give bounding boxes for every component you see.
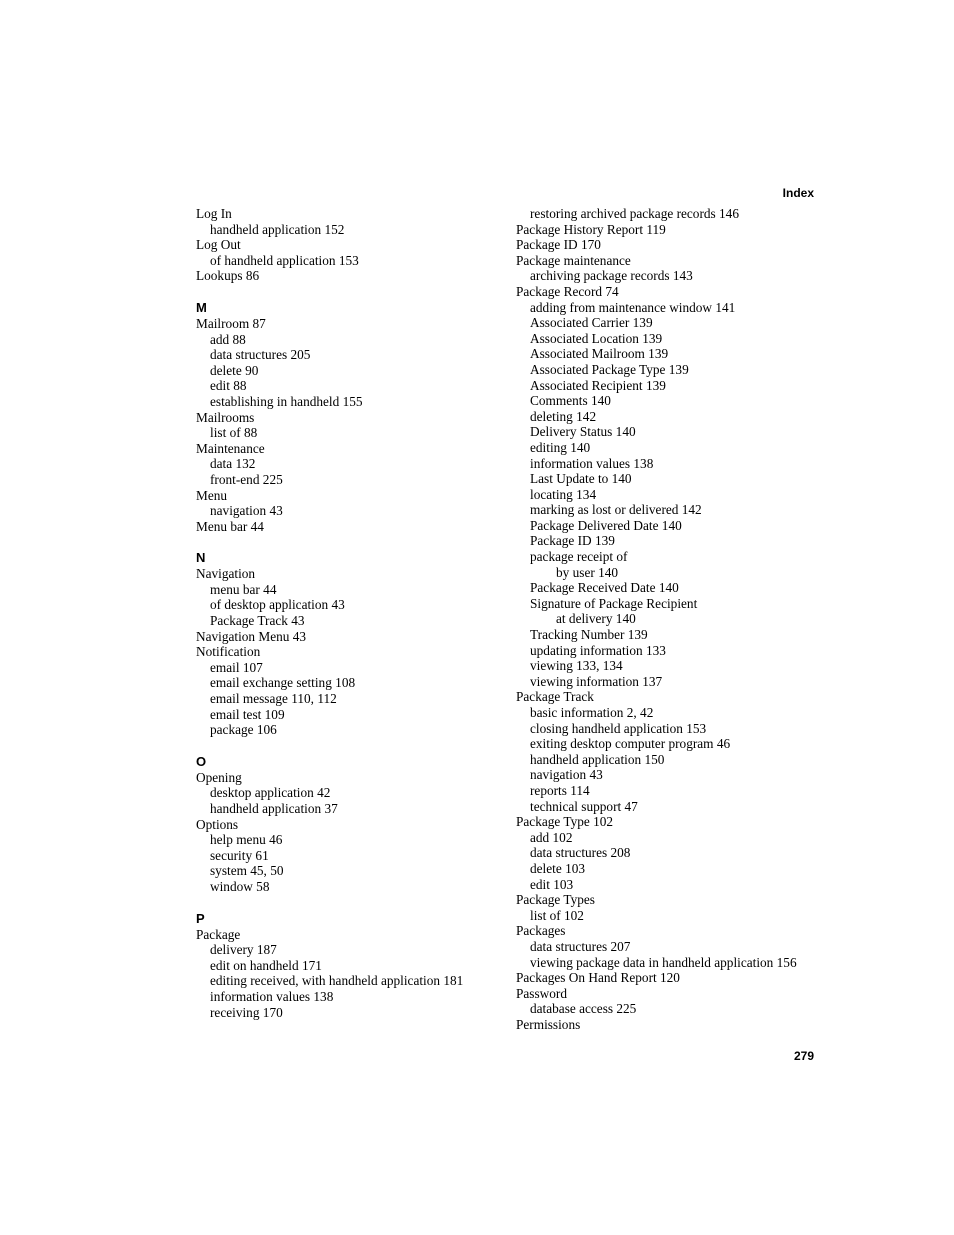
index-subentry: data structures 205	[210, 347, 311, 363]
index-entry: Mailroom 87	[196, 315, 266, 331]
index-subentry: Package ID 139	[530, 533, 615, 549]
index-subentry: of handheld application 153	[210, 252, 359, 268]
index-entry: Package Track	[516, 689, 594, 705]
index-entry: Log Out	[196, 237, 241, 253]
index-subentry: handheld application 150	[530, 751, 665, 767]
index-subentry: Signature of Package Recipient	[530, 595, 698, 611]
index-subentry: database access 225	[530, 1001, 637, 1017]
index-subentry: archiving package records 143	[530, 268, 693, 284]
index-subentry: handheld application 37	[210, 801, 338, 816]
index-entry: Package Record 74	[516, 283, 619, 299]
index-subentry: window 58	[210, 878, 270, 894]
index-subentry: Associated Package Type 139	[530, 361, 689, 377]
index-subentry: package 106	[210, 722, 277, 738]
index-entry: Package Type 102	[516, 814, 614, 830]
index-subentry: closing handheld application 153	[530, 720, 707, 736]
index-entry: Opening	[196, 769, 242, 785]
index-entry: Packages On Hand Report 120	[516, 970, 680, 986]
index-subentry: security 61	[210, 847, 269, 863]
index-subentry: information values 138	[530, 455, 654, 471]
index-subentry: Associated Recipient 139	[530, 377, 666, 393]
index-subentry: reports 114	[530, 782, 590, 798]
index-subentry: technical support 47	[530, 798, 638, 814]
index-entry: Notification	[196, 644, 261, 660]
index-subentry: navigation 43	[530, 767, 603, 783]
index-entry: Package ID 170	[516, 237, 601, 253]
index-subentry: package receipt of	[530, 549, 628, 565]
index-letter-heading: P	[196, 910, 205, 926]
index-subentry: delete 103	[530, 860, 586, 876]
index-subentry: marking as lost or delivered 142	[530, 502, 702, 518]
index-letter-heading: M	[196, 299, 207, 315]
index-subentry: Package Delivered Date 140	[530, 517, 682, 533]
index-subentry: add 88	[210, 331, 246, 347]
index-subentry: email message 110, 112	[210, 691, 337, 707]
index-subentry: email 107	[210, 659, 263, 675]
index-subentry: menu bar 44	[210, 581, 277, 597]
index-subentry: exiting desktop computer program 46	[530, 736, 731, 752]
index-entry: Packages	[516, 923, 566, 939]
index-entry: Navigation Menu 43	[196, 628, 307, 644]
index-subentry: adding from maintenance window 141	[530, 299, 736, 315]
index-entry: Package Types	[516, 892, 595, 908]
index-entry: Options	[196, 816, 239, 832]
index-column-left	[196, 206, 496, 1020]
index-entry: Maintenance	[196, 440, 265, 456]
index-subentry: data structures 207	[530, 938, 631, 954]
index-subentry: Tracking Number 139	[530, 627, 648, 643]
index-subentry: Associated Mailroom 139	[530, 346, 669, 362]
index-subentry: data structures 208	[530, 845, 631, 861]
index-subentry: desktop application 42	[210, 785, 331, 801]
index-subentry: receiving 170	[210, 1004, 283, 1020]
index-entry: Navigation	[196, 566, 256, 582]
index-subentry: add 102	[530, 829, 573, 845]
index-letter-heading: N	[196, 550, 206, 566]
index-entry: Permissions	[516, 1016, 581, 1032]
index-subentry: information values 138	[210, 988, 334, 1004]
index-entry: Log In	[196, 206, 232, 221]
index-subentry: viewing information 137	[530, 673, 663, 689]
index-entry: Menu	[196, 487, 228, 503]
index-subentry: of desktop application 43	[210, 597, 345, 613]
running-head: Index	[782, 186, 814, 200]
index-subentry: help menu 46	[210, 832, 283, 848]
index-subentry: Last Update to 140	[530, 471, 632, 487]
index-subentry: basic information 2, 42	[530, 705, 654, 720]
index-subentry: email test 109	[210, 706, 285, 722]
index-subentry: viewing 133, 134	[530, 658, 623, 674]
index-subentry: establishing in handheld 155	[210, 393, 363, 409]
index-subentry: navigation 43	[210, 503, 283, 519]
index-subentry: email exchange setting 108	[210, 675, 356, 691]
index-subentry: list of 102	[530, 907, 584, 923]
index-entry: Menu bar 44	[196, 518, 264, 534]
index-subentry: edit 103	[530, 876, 574, 892]
index-subentry: delete 90	[210, 362, 259, 378]
index-subentry: Comments 140	[530, 393, 611, 409]
index-subentry: Delivery Status 140	[530, 424, 636, 440]
index-subentry: restoring archived package records 146	[530, 206, 739, 221]
page-number: 279	[793, 1049, 814, 1063]
index-subentry: edit on handheld 171	[210, 957, 322, 973]
index-subentry: system 45, 50	[210, 863, 284, 879]
index-letter-heading: O	[196, 753, 207, 769]
index-subentry: edit 88	[210, 378, 247, 394]
index-entry: Password	[516, 985, 567, 1001]
index-entry: Mailrooms	[196, 409, 255, 425]
index-subentry: front-end 225	[210, 471, 283, 487]
index-subentry: editing 140	[530, 439, 591, 455]
index-subentry: viewing package data in handheld application 156	[530, 954, 797, 970]
index-subentry: Associated Location 139	[530, 330, 663, 346]
index-entry: Lookups 86	[196, 268, 260, 284]
index-entry: Package	[196, 926, 241, 942]
index-entry: Package History Report 119	[516, 221, 666, 237]
index-subentry: deleting 142	[530, 408, 597, 424]
index-subentry: editing received, with handheld application 181	[210, 973, 464, 989]
index-subentry: data 132	[210, 456, 256, 472]
index-subentry: at delivery 140	[556, 611, 636, 627]
index-entry: Package maintenance	[516, 252, 631, 268]
index-subentry: Package Received Date 140	[530, 580, 679, 596]
index-subentry: Associated Carrier 139	[530, 315, 653, 331]
index-subentry: delivery 187	[210, 942, 277, 958]
index-subentry: by user 140	[556, 564, 619, 580]
index-subentry: list of 88	[210, 425, 258, 441]
index-subentry: locating 134	[530, 486, 597, 502]
index-column-right	[516, 206, 826, 1032]
index-subentry: updating information 133	[530, 642, 666, 658]
index-subentry: handheld application 152	[210, 221, 345, 237]
index-subentry: Package Track 43	[210, 613, 305, 629]
